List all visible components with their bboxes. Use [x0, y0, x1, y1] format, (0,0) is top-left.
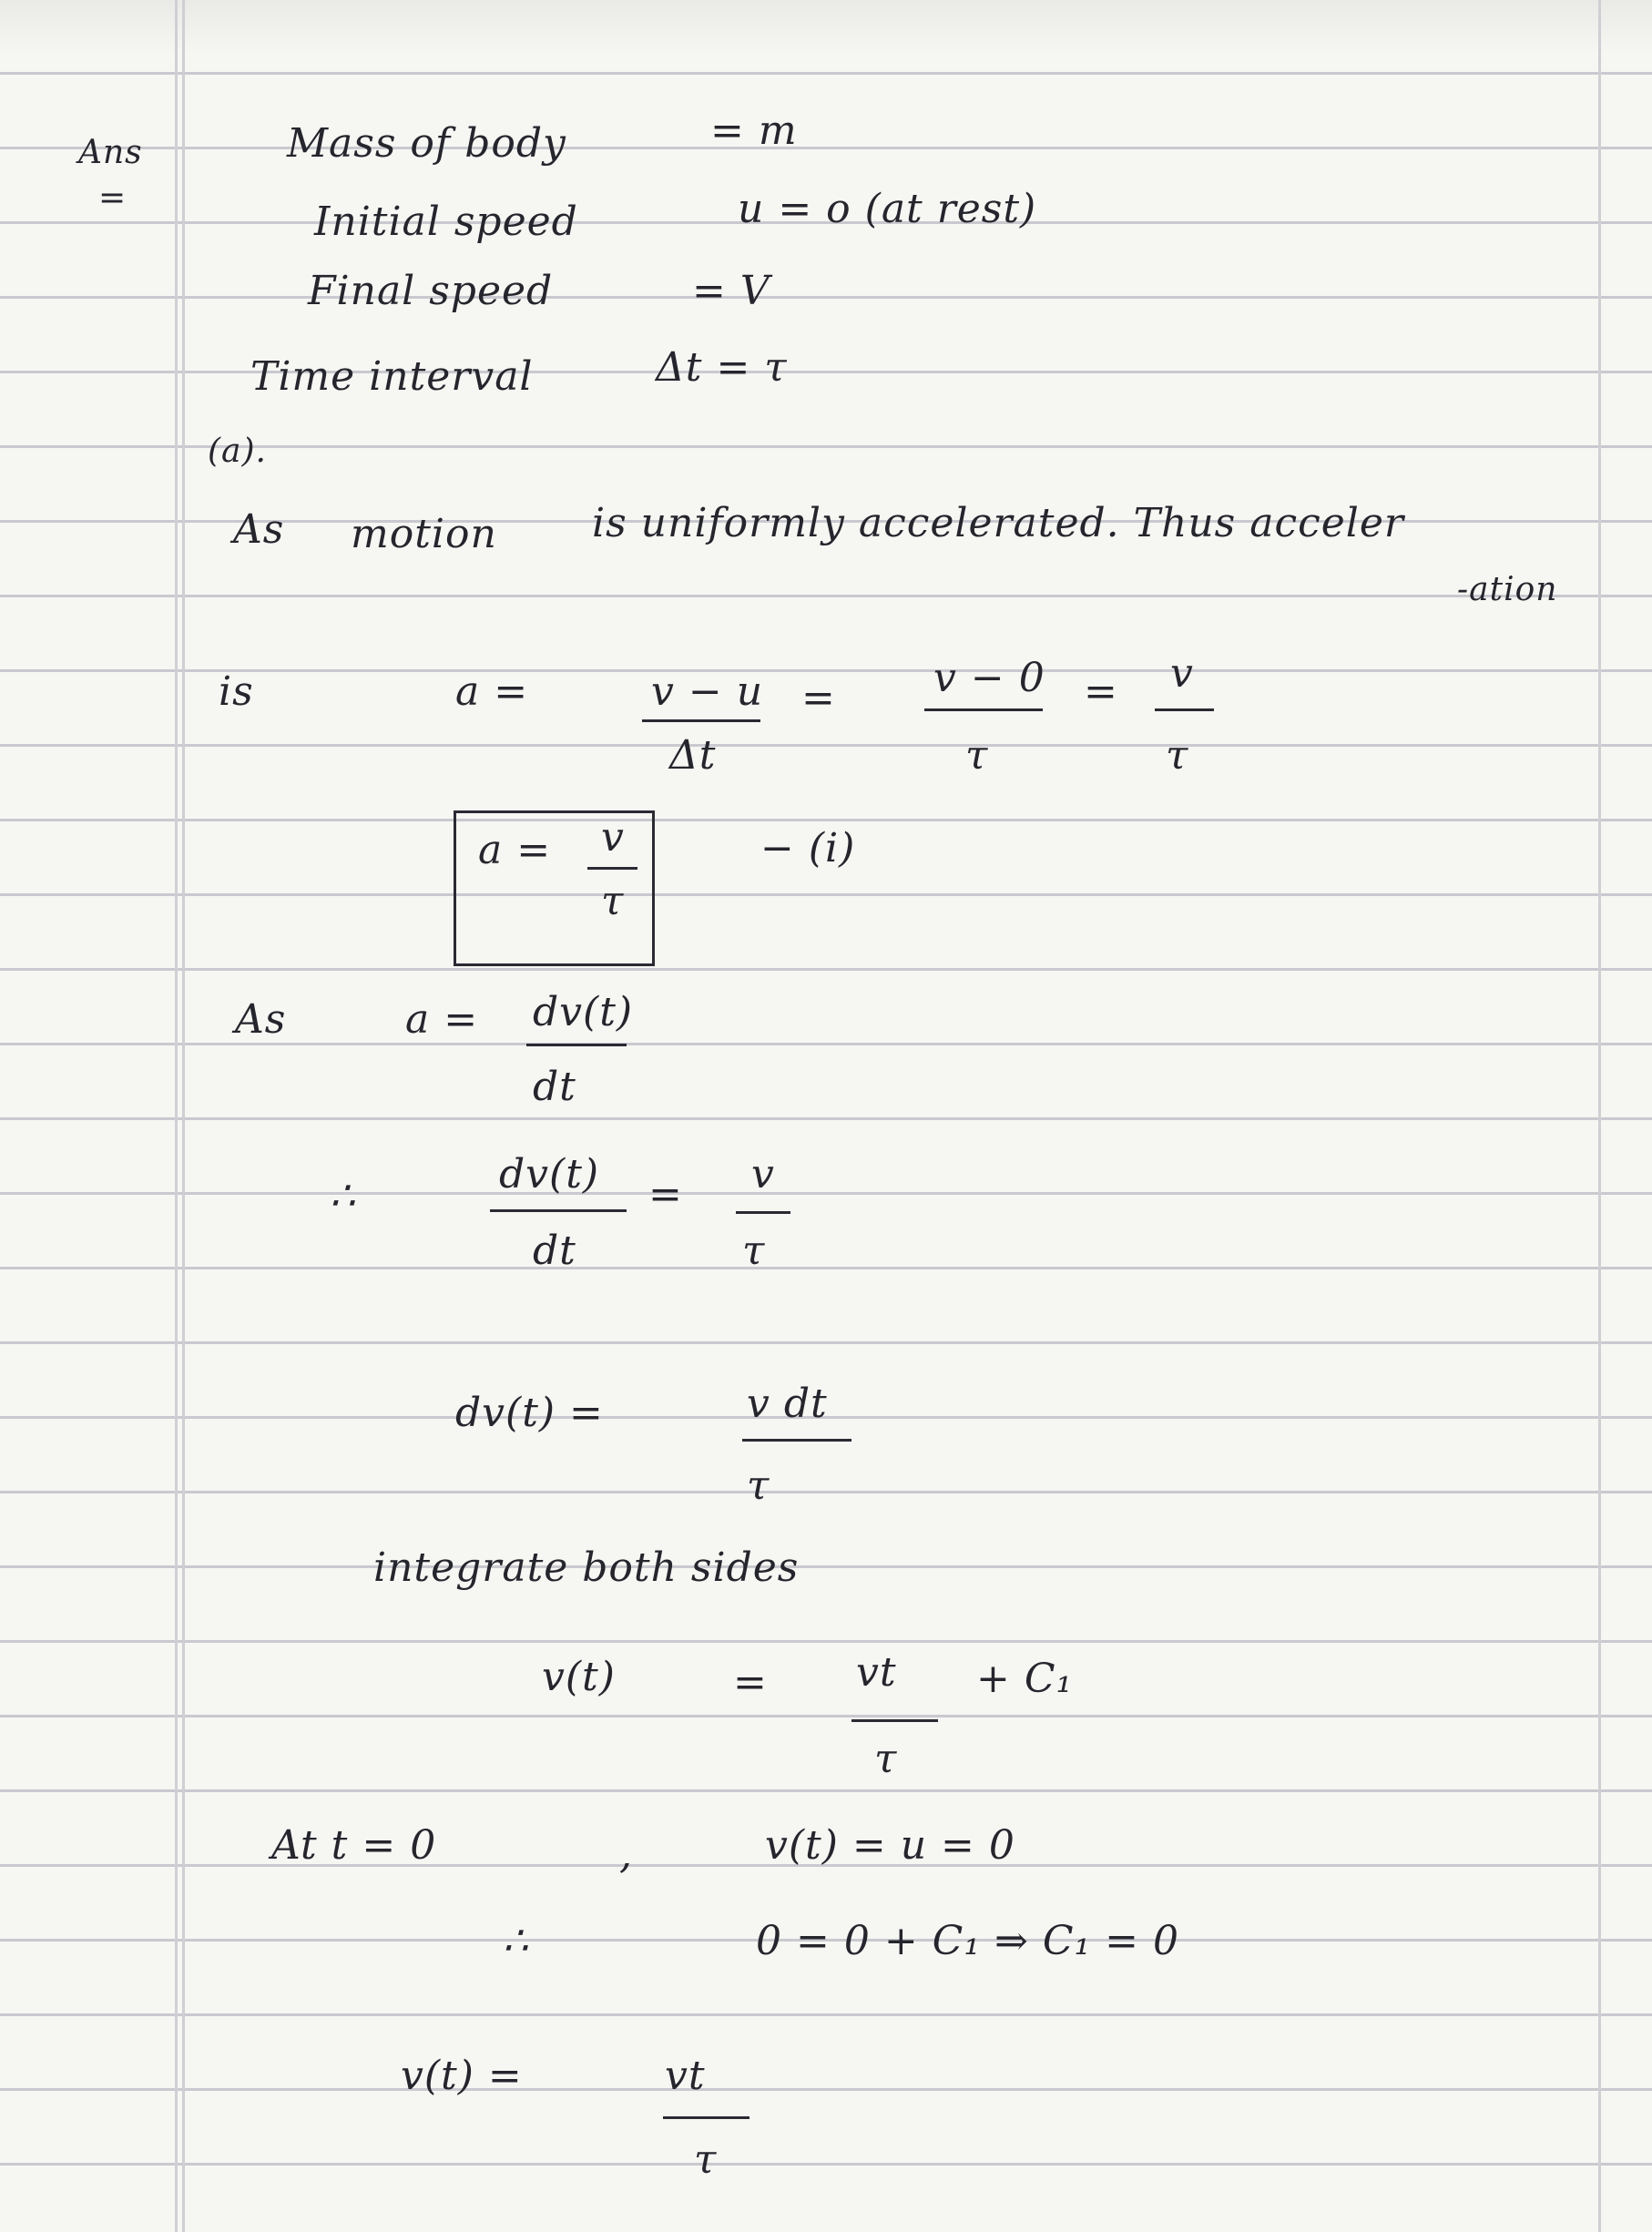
- therefore1-eq: =: [648, 1171, 683, 1218]
- given-final-label: Final speed: [308, 268, 554, 314]
- boxed-num: v: [601, 814, 625, 861]
- ans-underline: =: [98, 179, 127, 217]
- therefore1-num: dv(t): [499, 1151, 600, 1198]
- fraction-bar: [663, 2116, 750, 2119]
- therefore1-den: dt: [533, 1228, 576, 1274]
- as-def-prefix: As: [235, 996, 287, 1043]
- initial-cond-comma: ,: [619, 1831, 633, 1878]
- eq-a-f2-num: v − 0: [933, 655, 1045, 701]
- fraction-bar: [742, 1439, 851, 1442]
- eq-a-eq3: =: [1084, 668, 1118, 715]
- given-final-value: = V: [692, 268, 770, 314]
- dv-eq-num: v dt: [747, 1381, 828, 1427]
- statement-text: is uniformly accelerated. Thus acceler: [592, 500, 1404, 546]
- vt-eq-eq: =: [733, 1659, 768, 1706]
- eq-a-f3-den: τ: [1166, 732, 1189, 779]
- page-top-shadow: [0, 0, 1652, 55]
- statement-motion: motion: [351, 511, 497, 557]
- given-initial-value: u = o (at rest): [738, 186, 1037, 232]
- boxed-lhs: a =: [478, 827, 552, 873]
- eq-a-f1-den: Δt: [669, 732, 717, 779]
- vt-eq-plus: + C₁: [976, 1656, 1074, 1702]
- statement-continuation: -ation: [1457, 571, 1558, 608]
- fraction-bar: [490, 1209, 627, 1212]
- as-def-den: dt: [533, 1064, 576, 1110]
- fraction-bar: [736, 1211, 790, 1214]
- ans-label: Ans: [78, 134, 143, 171]
- eq-a-f1-num: v − u: [651, 668, 764, 715]
- eq-a-f2-den: τ: [965, 732, 989, 779]
- final-eq-num: vt: [665, 2053, 706, 2099]
- initial-cond-left: At t = 0: [271, 1822, 437, 1869]
- boxed-den: τ: [601, 878, 625, 924]
- as-def-num: dv(t): [533, 989, 634, 1035]
- given-time-value: Δt = τ: [656, 344, 788, 391]
- fraction-bar: [851, 1719, 938, 1722]
- vt-eq-den: τ: [874, 1736, 898, 1782]
- eq-a-f3-num: v: [1170, 650, 1194, 697]
- fraction-bar: [587, 867, 637, 870]
- fraction-bar: [642, 719, 760, 722]
- statement-is: is: [219, 668, 254, 715]
- therefore-symbol: ∴: [503, 1918, 529, 1964]
- given-mass-label: Mass of body: [287, 120, 566, 167]
- part-marker: (a).: [208, 433, 267, 470]
- dv-eq-lhs: dv(t) =: [455, 1390, 604, 1436]
- margin-line: [175, 0, 178, 2232]
- integrate-text: integrate both sides: [373, 1544, 800, 1591]
- dv-eq-den: τ: [747, 1463, 770, 1509]
- fraction-bar: [924, 708, 1043, 711]
- margin-line: [182, 0, 185, 2232]
- final-eq-den: τ: [694, 2136, 718, 2183]
- as-def-lhs: a =: [405, 996, 479, 1043]
- initial-cond-right: v(t) = u = 0: [765, 1822, 1015, 1869]
- therefore1-rden: τ: [742, 1228, 766, 1274]
- fraction-bar: [1155, 708, 1214, 711]
- vt-eq-num: vt: [856, 1649, 897, 1696]
- eq-a-eq2: =: [801, 675, 836, 721]
- statement-as: As: [233, 506, 285, 553]
- margin-line-right: [1598, 0, 1601, 2232]
- therefore2-text: 0 = 0 + C₁ ⇒ C₁ = 0: [756, 1918, 1179, 1964]
- given-time-label: Time interval: [250, 353, 534, 400]
- therefore1-rnum: v: [751, 1151, 775, 1198]
- vt-eq-lhs: v(t): [542, 1654, 616, 1700]
- fraction-bar: [526, 1044, 627, 1046]
- therefore-symbol: ∴: [330, 1173, 356, 1219]
- equation-tag: − (i): [760, 825, 856, 871]
- final-eq-lhs: v(t) =: [401, 2053, 523, 2099]
- given-mass-value: = m: [710, 107, 798, 154]
- given-initial-label: Initial speed: [314, 199, 578, 245]
- eq-a-lhs: a =: [455, 668, 529, 715]
